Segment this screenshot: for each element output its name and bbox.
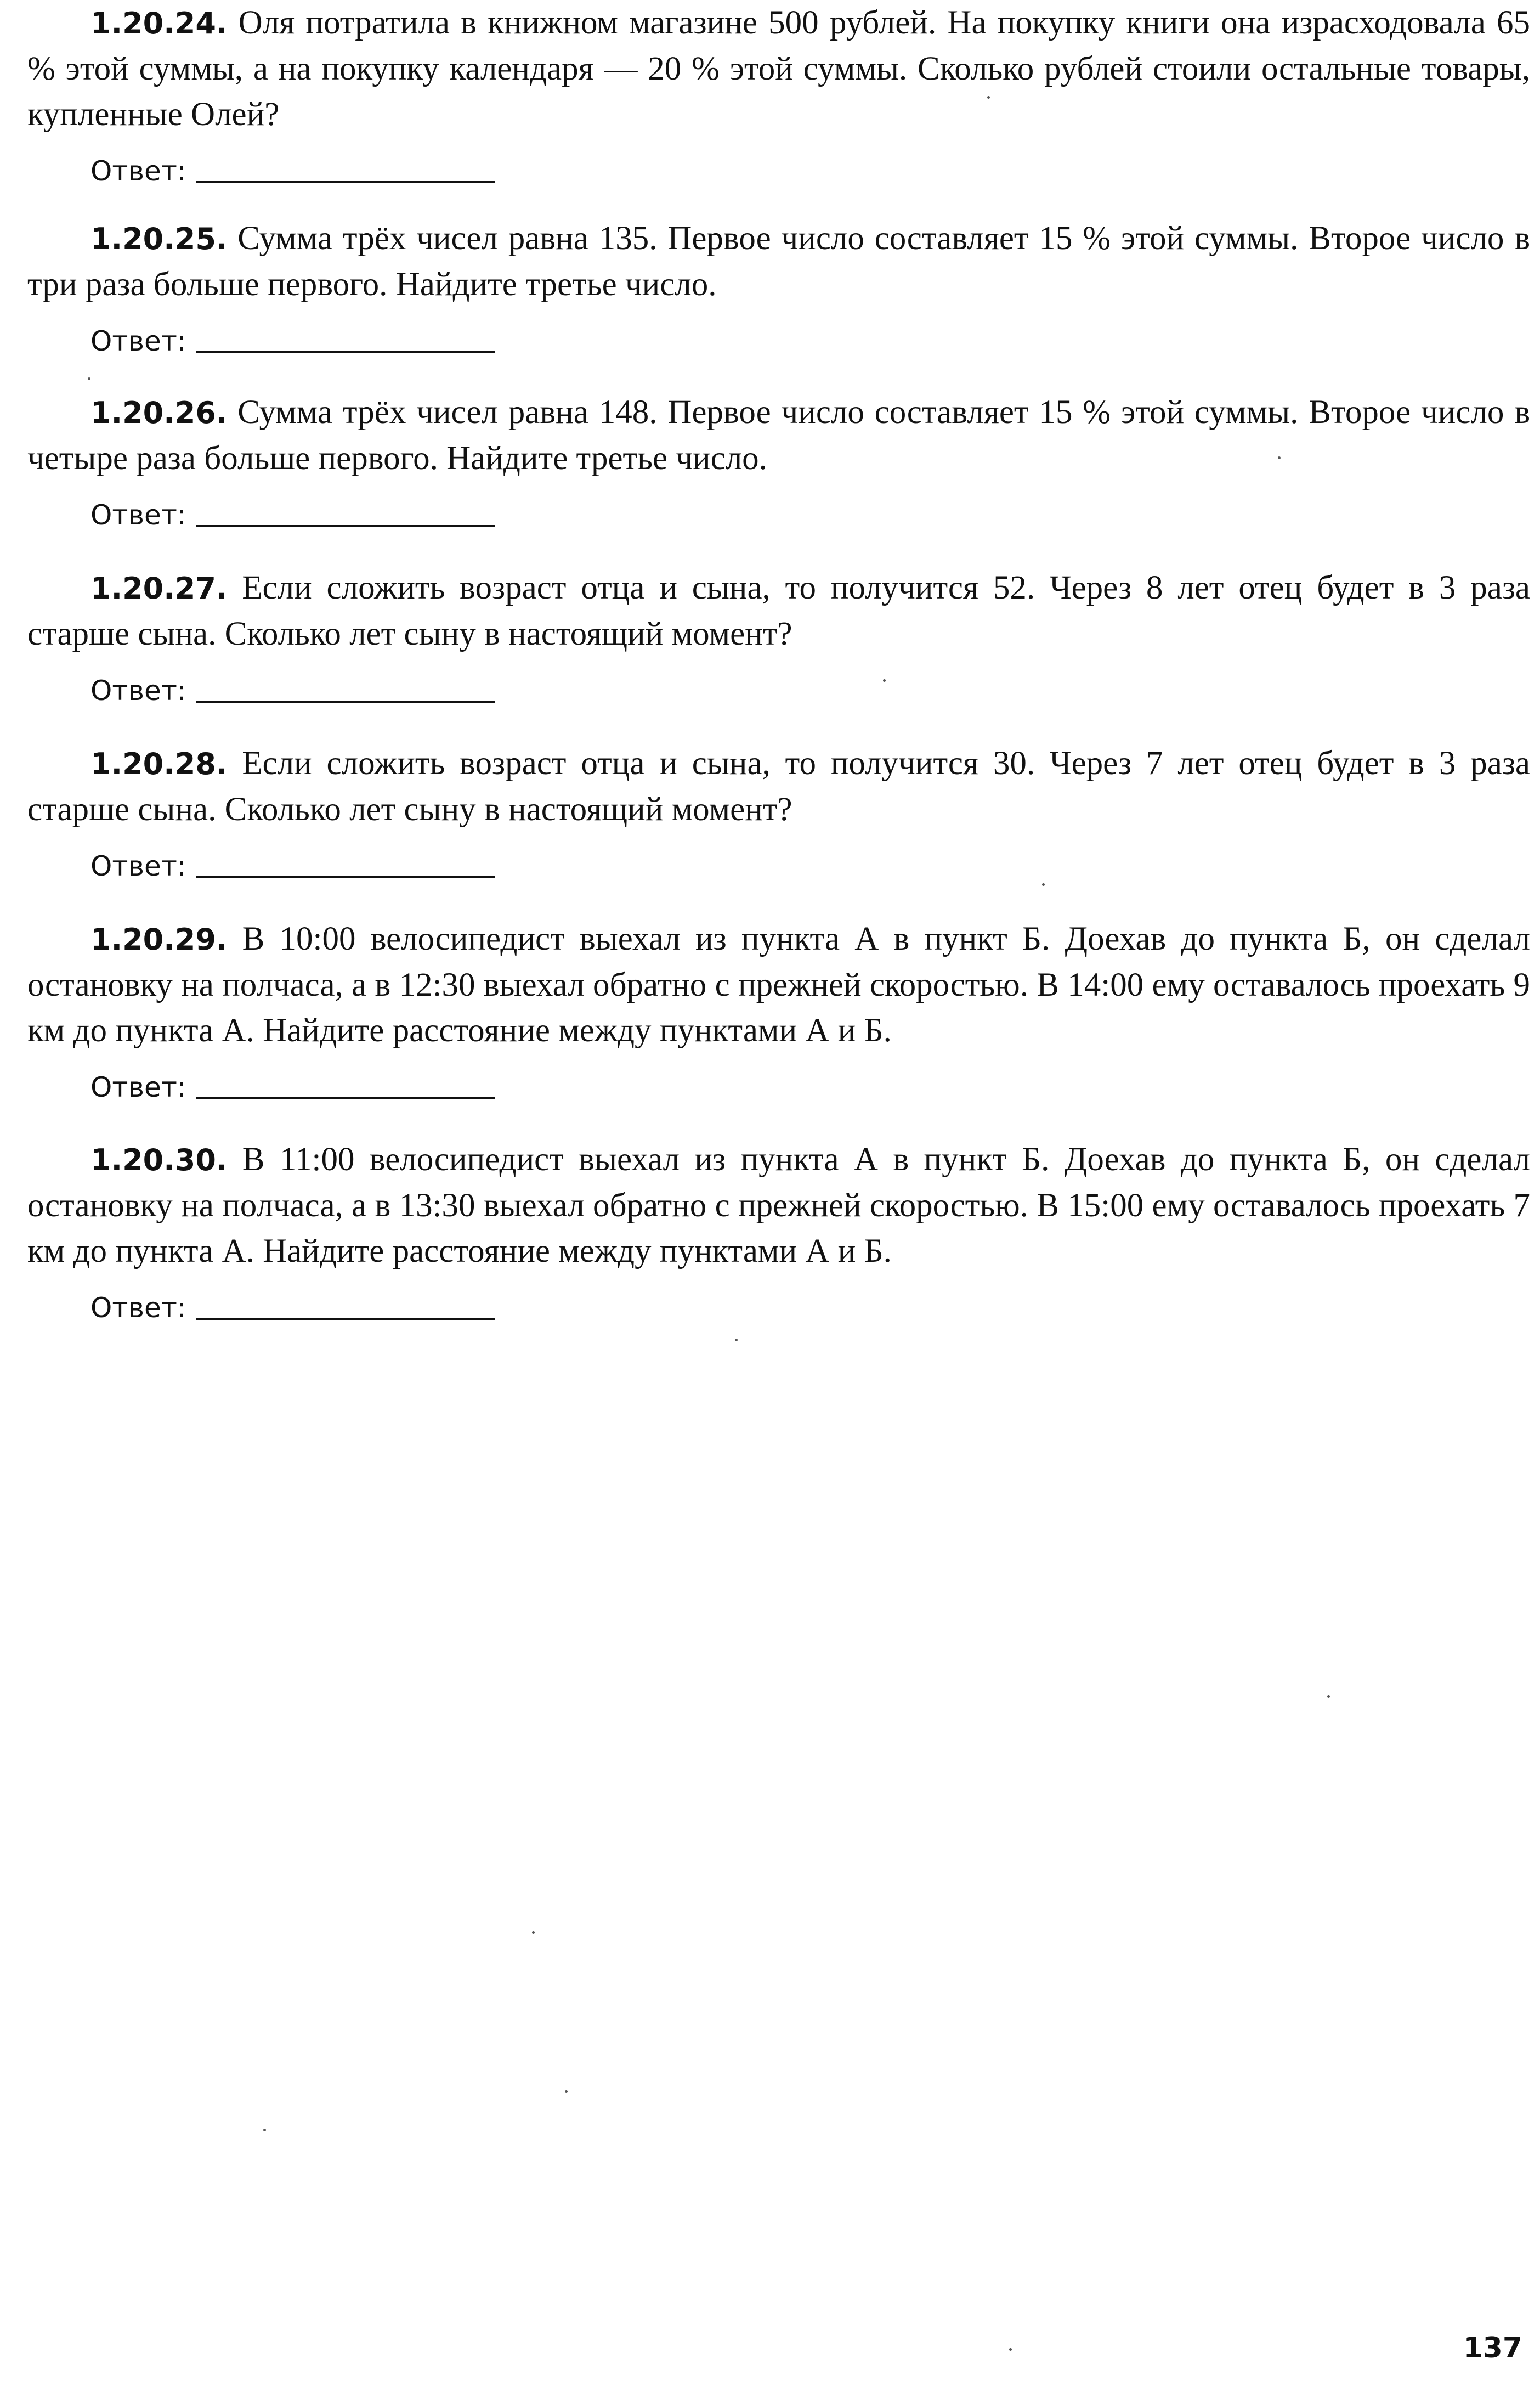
scan-speck <box>735 1339 738 1341</box>
scan-speck <box>565 2090 568 2093</box>
answer-row <box>90 149 1530 188</box>
problem-text <box>27 741 1530 832</box>
answer-label: Ответ: <box>90 1071 186 1103</box>
problem-number: 1.20.29. <box>90 922 228 957</box>
answer-blank[interactable] <box>196 525 495 527</box>
answer-blank[interactable] <box>196 351 495 353</box>
problem-1-20-24 <box>27 0 1530 188</box>
problem-1-20-29 <box>27 916 1530 1104</box>
problem-statement: Если сложить возраст отца и сына, то получится 30. Через 7 лет отец будет в 3 раза старше сына. Сколько лет сыну в настоящий момент? <box>27 745 1531 828</box>
problem-1-20-30 <box>27 1137 1530 1324</box>
answer-label: Ответ: <box>90 325 186 357</box>
answer-blank[interactable] <box>196 876 495 878</box>
answer-label: Ответ: <box>90 499 186 531</box>
problem-number: 1.20.26. <box>90 396 228 430</box>
problem-text <box>27 390 1530 481</box>
scan-speck <box>88 377 90 380</box>
scan-speck <box>1327 1695 1330 1698</box>
problem-statement: Сумма трёх чисел равна 148. Первое число составляет 15 % этой суммы. Второе число в четыре раза больше первого. Найдите третье число. <box>27 394 1531 477</box>
scan-speck <box>263 2129 266 2131</box>
problem-statement: Если сложить возраст отца и сына, то получится 52. Через 8 лет отец будет в 3 раза старше сына. Сколько лет сыну в настоящий момент? <box>27 569 1531 652</box>
problem-statement: В 10:00 велосипедист выехал из пункта А в пункт Б. Доехав до пункта Б, он сделал остановку на полчаса, а в 12:30 выехал обратно с прежней скоростью. В 14:00 ему оставалось проехать 9 км до пункта А. Найдите расстояние между пунктами А и Б. <box>27 921 1530 1049</box>
problem-text <box>27 1137 1530 1274</box>
answer-label: Ответ: <box>90 675 186 707</box>
page-number: 137 <box>1463 2332 1522 2365</box>
problem-1-20-28 <box>27 741 1530 883</box>
scan-speck <box>1042 883 1045 886</box>
problem-number: 1.20.28. <box>90 747 228 781</box>
scan-speck <box>1009 2348 1012 2351</box>
answer-blank[interactable] <box>196 1318 495 1320</box>
problem-1-20-26 <box>27 390 1530 532</box>
problem-number: 1.20.30. <box>90 1143 228 1177</box>
answer-blank[interactable] <box>196 1097 495 1099</box>
answer-label: Ответ: <box>90 1292 186 1324</box>
problem-text <box>27 0 1530 137</box>
problem-text <box>27 216 1530 307</box>
answer-blank[interactable] <box>196 701 495 703</box>
scan-speck <box>987 96 990 99</box>
problem-number: 1.20.24. <box>90 6 228 41</box>
problem-number: 1.20.25. <box>90 222 228 256</box>
answer-row <box>90 669 1530 707</box>
scan-speck <box>1278 456 1281 459</box>
problem-text <box>27 916 1530 1053</box>
answer-label: Ответ: <box>90 850 186 882</box>
scan-speck <box>532 1931 535 1934</box>
answer-row <box>90 319 1530 358</box>
answer-blank[interactable] <box>196 181 495 183</box>
answer-row <box>90 1286 1530 1324</box>
answer-label: Ответ: <box>90 155 186 187</box>
answer-row <box>90 1065 1530 1104</box>
problem-number: 1.20.27. <box>90 571 228 606</box>
answer-row <box>90 493 1530 532</box>
problem-1-20-27 <box>27 565 1530 707</box>
problem-statement: Сумма трёх чисел равна 135. Первое число составляет 15 % этой суммы. Второе число в три раза больше первого. Найдите третье число. <box>27 220 1531 303</box>
scan-speck <box>883 679 886 682</box>
problem-text <box>27 565 1530 657</box>
problem-statement: В 11:00 велосипедист выехал из пункта А в пункт Б. Доехав до пункта Б, он сделал остановку на полчаса, а в 13:30 выехал обратно с прежней скоростью. В 15:00 ему оставалось проехать 7 км до пункта А. Найдите расстояние между пунктами А и Б. <box>27 1141 1530 1269</box>
problem-statement: Оля потратила в книжном магазине 500 рублей. На покупку книги она израсходовала 65 % этой суммы, а на покупку календаря — 20 % этой суммы. Сколько рублей стоили остальные товары, купленные Олей? <box>27 4 1530 133</box>
answer-row <box>90 844 1530 883</box>
problem-1-20-25 <box>27 216 1530 358</box>
